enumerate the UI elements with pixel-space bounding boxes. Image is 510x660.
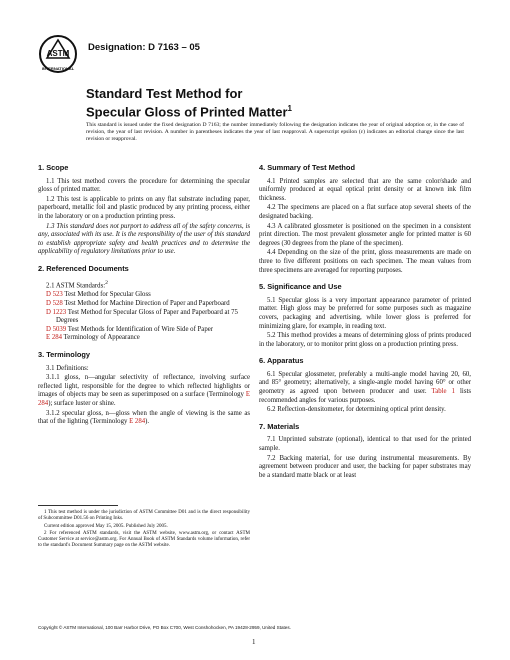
designation: Designation: D 7163 – 05: [88, 42, 200, 53]
astm-logo: [38, 34, 78, 74]
ref-d5039[interactable]: [46, 326, 250, 335]
title-footnote-mark: 1: [287, 104, 292, 113]
ref-code[interactable]: D 528: [46, 299, 63, 307]
para-3-1-1: [38, 374, 250, 408]
para-text: ).: [145, 418, 150, 426]
para-3-1: 3.1 Definitions:: [46, 364, 89, 372]
section-terminology-heading: 3. Terminology: [38, 349, 91, 359]
left-column: [38, 164, 250, 428]
copyright: Copyright © ASTM International, 100 Barr Harbor Drive, PO Box C700, West Conshohocken, PA 19428-2959, United States.: [38, 625, 291, 630]
footnotes: [38, 510, 250, 551]
ref-e284[interactable]: [46, 334, 250, 343]
footnote-rule: [38, 505, 118, 506]
ref-d528[interactable]: [46, 300, 250, 309]
ref-d523[interactable]: [46, 291, 250, 300]
para-text: lists recommended angles for various purposes.: [259, 388, 472, 404]
title-line1: Standard Test Method for: [86, 86, 243, 101]
ref-text: Test Method for Specular Gloss of Paper and Paperboard at 75 Degrees: [56, 308, 238, 325]
para-4-3: 4.3 A calibrated glossmeter is positioned on the specimen in a consistent print direction. The most prevalent glossmeter angle for printed matter is 60 degrees (30 degrees from the plane of the specimen).: [259, 222, 471, 247]
para-7-1: 7.1 Unprinted substrate (optional), identical to that used for the printed sample.: [259, 436, 471, 453]
ref-code[interactable]: D 1223: [46, 308, 67, 316]
para-text: 6.1 Specular glossmeter, preferably a multi-angle model having 20, 60, and 85° geometry; alternatively, a single-angle model having 60° or other geometry as agreed upon between producer and user.: [259, 370, 471, 396]
section-referenced-documents-heading: 2. Referenced Documents: [38, 263, 129, 273]
ref-text: Test Methods for Identification of Wire Side of Paper: [67, 325, 214, 333]
document-title: [86, 86, 292, 119]
title-line2-text: Specular Gloss of Printed Matter: [86, 104, 288, 120]
para-text: 3.1.1 gloss, n—angular selectivity of reflectance, involving surface reflected light, responsible for the degree to which reflected highlights or images of objects may be seen as superimposed on a surface (Terminology: [38, 374, 250, 399]
ref-code[interactable]: D 5039: [46, 325, 67, 333]
standard-notice: This standard is issued under the fixed designation D 7163; the number immediately following the designation indicates the year of original adoption or, in the case of revision, the year of last revision. A number in parentheses indicates the year of last reapproval. A superscript epsilon (ε) indicates an editorial change since the last revision or reapproval.: [86, 122, 464, 143]
table-1-link[interactable]: Table 1: [431, 388, 455, 396]
footnote-mark: 2: [105, 279, 108, 286]
ref-code[interactable]: D 523: [46, 291, 63, 299]
para-1-1: 1.1 This test method covers the procedure for determining the specular gloss of printed matter.: [38, 177, 250, 194]
para-6-1: [259, 371, 471, 405]
footnote-2: 2 For referenced ASTM standards, visit the ASTM website, www.astm.org, or contact ASTM Customer Service at service@astm.org. For Annual Book of ASTM Standards volume information, refer to the standard's Document Summary page on the ASTM website.: [38, 530, 250, 549]
para-2-1: [38, 279, 250, 291]
para-7-2: 7.2 Backing material, for use during instrumental measurements. By agreement between producer and user, the backing for paper substrates may be a standard matte black or at least: [259, 454, 471, 479]
ref-text: Test Method for Specular Gloss: [64, 291, 151, 299]
para-1-3: 1.3 This standard does not purport to address all of the safety concerns, is any, associated with its use. It is the responsibility of the user of this standard to establish appropriate safety and health practices and to determine the applicability of regulatory limitations prior to use.: [38, 222, 250, 256]
right-column: [259, 164, 471, 481]
page-number: 1: [252, 638, 256, 646]
para-6-2: 6.2 Reflection-densitometer, for determining optical print density.: [267, 406, 446, 414]
para-5-1: 5.1 Specular gloss is a very important appearance parameter of printed matter. High gloss may be preferred for some purposes such as magazine covers, packaging and advertising, while lower gloss is preferred for minimizing glare, for example, in reading text.: [259, 296, 471, 330]
para-4-2: 4.2 The specimens are placed on a flat surface atop several sheets of the designated backing.: [259, 204, 471, 220]
ref-text: Terminology of Appearance: [63, 334, 140, 342]
footnote-1-edition: Current edition approved May 15, 2005. Published July 2005.: [44, 523, 168, 529]
ref-code[interactable]: E 284: [46, 334, 63, 342]
e284-link[interactable]: E 284: [129, 418, 146, 426]
para-text: ); surface luster or shine.: [48, 399, 116, 407]
e284-link[interactable]: E 284: [38, 391, 250, 407]
para-3-1-2: [38, 410, 250, 427]
astm-standards-label: 2.1 ASTM Standards:: [46, 281, 106, 289]
svg-text:INTERNATIONAL: INTERNATIONAL: [41, 66, 75, 71]
ref-d1223[interactable]: [46, 309, 250, 326]
para-4-1: 4.1 Printed samples are selected that are the same color/shade and uniformly produced at equal optical print density or at known ink film thickness.: [259, 177, 471, 202]
footnote-1: 1 This test method is under the jurisdiction of ASTM Committee D01 and is the direct responsibility of Subcommittee D01.56 on Printing Inks.: [38, 510, 250, 522]
section-scope-heading: 1. Scope: [38, 163, 69, 172]
para-5-2: 5.2 This method provides a means of determining gloss of prints produced in the laboratory, or to monitor print gloss on a production printing press.: [259, 332, 471, 348]
svg-text:ASTM: ASTM: [46, 49, 70, 58]
section-materials-heading: 7. Materials: [259, 421, 300, 431]
para-1-2: 1.2 This test is applicable to prints on any flat substrate including paper, paperboard, metallic foil and plastic produced by any printing process, either in the laboratory or on a production printing press.: [38, 195, 250, 220]
ref-text: Test Method for Machine Direction of Paper and Paperboard: [64, 299, 230, 307]
para-4-4: 4.4 Depending on the size of the print, gloss measurements are made on three to five different positions on each specimen. The mean values from three specimens are averaged for reporting purposes.: [259, 249, 471, 274]
section-significance-heading: 5. Significance and Use: [259, 282, 342, 292]
section-apparatus-heading: 6. Apparatus: [259, 356, 304, 366]
section-summary-heading: 4. Summary of Test Method: [259, 163, 355, 172]
title-line2: [86, 101, 292, 119]
para-text: 3.1.2 specular gloss, n—gloss when the angle of viewing is the same as that of the lighting (Terminology: [38, 409, 250, 426]
